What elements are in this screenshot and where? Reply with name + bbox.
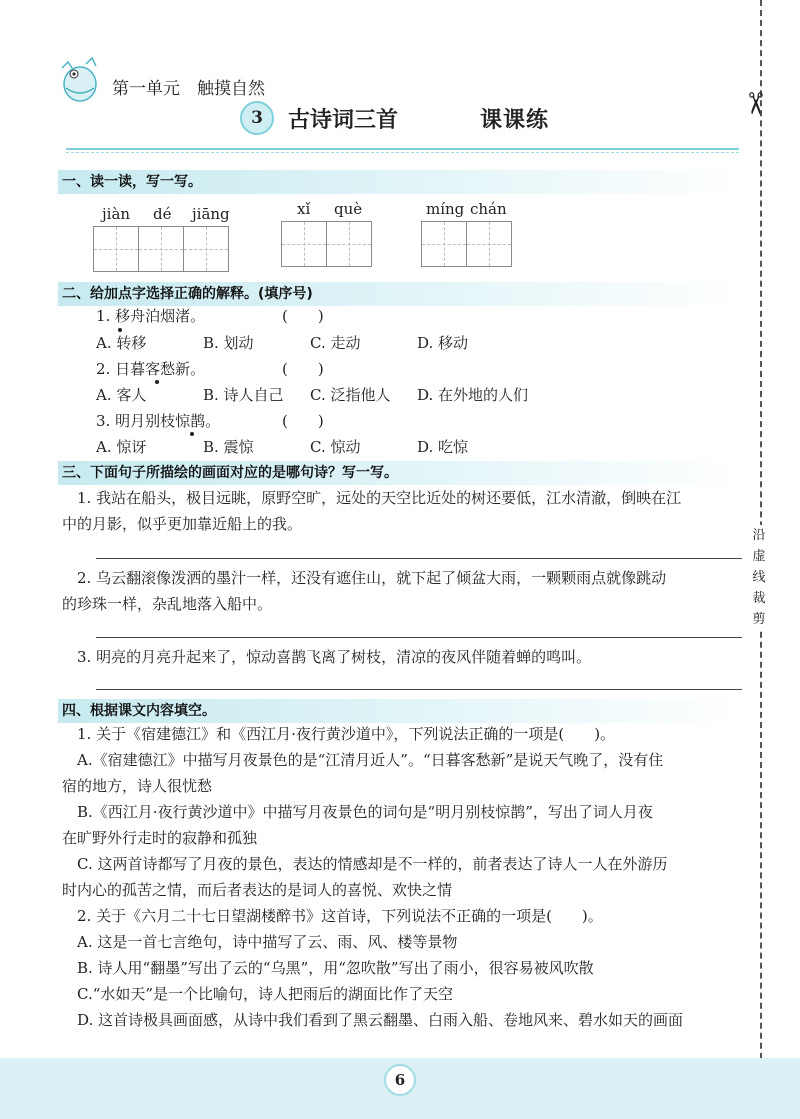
writing-grid[interactable] (281, 221, 371, 267)
unit-title: 第一单元 触摸自然 (112, 79, 265, 99)
writing-cell[interactable] (138, 226, 184, 272)
lesson-title: 古诗词三首 (288, 107, 399, 133)
option-line: C.“水如天”是一个比喻句，诗人把雨后的湖面比作了天空 (62, 985, 454, 1003)
option: D. 移动 (417, 334, 469, 352)
emphasis-dot (190, 432, 194, 436)
option-line: A. 这是一首七言绝句，诗中描写了云、雨、风、楼等景物 (62, 933, 458, 951)
option: C. 泛指他人 (310, 386, 391, 404)
passage-line: 3. 明亮的月亮升起来了，惊动喜鹊飞离了树枝，清凉的夜风伴随着蝉的鸣叫。 (62, 648, 592, 666)
option-line: 在旷野外行走时的寂静和孤独 (62, 829, 258, 847)
option: C. 走动 (310, 334, 361, 352)
section-title: 四、根据课文内容填空。 (62, 703, 216, 719)
pinyin: míng (426, 200, 465, 218)
option: B. 震惊 (203, 438, 254, 456)
lesson-number-badge: 3 (240, 101, 274, 135)
cut-label-char: 线 (752, 570, 766, 585)
scissors-icon: ✂ (737, 90, 773, 117)
option: C. 惊动 (310, 438, 361, 456)
exercise-kind: 课课练 (480, 107, 550, 133)
option-line: 时内心的孤苦之情，而后者表达的是词人的喜悦、欢快之情 (62, 881, 453, 899)
lizard-mascot-icon (56, 54, 104, 106)
question-text: 1. 移舟泊烟渚。 (96, 307, 206, 325)
option: A. 惊讶 (96, 438, 147, 456)
answer-blank[interactable]: ( ) (282, 412, 324, 430)
option-line: B. 诗人用“翻墨”写出了云的“乌黑”，用“忽吹散”写出了雨小，很容易被风吹散 (62, 959, 594, 977)
question-line: 2. 关于《六月二十七日望湖楼醉书》这首诗，下列说法不正确的一项是( )。 (62, 907, 603, 925)
writing-cell[interactable] (466, 221, 512, 267)
pinyin: dé (153, 205, 172, 223)
answer-line[interactable] (96, 637, 742, 638)
option: D. 吃惊 (417, 438, 469, 456)
passage-line: 2. 乌云翻滚像泼洒的墨汁一样，还没有遮住山，就下起了倾盆大雨，一颗颗雨点就像跳动 (62, 569, 667, 587)
cut-label-char: 裁 (752, 591, 766, 606)
passage-line: 1. 我站在船头，极目远眺，原野空旷，远处的天空比近处的树还要低，江水清澈，倒映在江 (62, 489, 682, 507)
header-divider-dashed (66, 152, 739, 153)
option: B. 划动 (203, 334, 254, 352)
option-line: C. 这两首诗都写了月夜的景色，表达的情感却是不一样的，前者表达了诗人一人在外游历 (62, 855, 668, 873)
option-line: A.《宿建德江》中描写月夜景色的是“江清月近人”。“日暮客愁新”是说天气晚了，没有住 (62, 751, 664, 769)
option: A. 客人 (96, 386, 147, 404)
page-number: 6 (384, 1064, 416, 1096)
option-line: D. 这首诗极具画面感，从诗中我们看到了黑云翻墨、白雨入船、卷地风来、碧水如天的画面 (62, 1011, 684, 1029)
section-title: 二、给加点字选择正确的解释。(填序号) (62, 286, 313, 302)
pinyin: xǐ (297, 200, 311, 218)
writing-cell[interactable] (281, 221, 327, 267)
passage-line: 中的月影，似乎更加靠近船上的我。 (62, 515, 303, 533)
option-line: 宿的地方，诗人很忧愁 (62, 777, 213, 795)
option: A. 转移 (96, 334, 147, 352)
writing-cell[interactable] (421, 221, 467, 267)
answer-blank[interactable]: ( ) (282, 360, 324, 378)
answer-blank[interactable]: ( ) (282, 307, 324, 325)
writing-cell[interactable] (326, 221, 372, 267)
question-line: 1. 关于《宿建德江》和《西江月·夜行黄沙道中》，下列说法正确的一项是( )。 (62, 725, 616, 743)
section-title: 一、读一读，写一写。 (62, 174, 202, 190)
emphasis-dot (118, 328, 122, 332)
writing-cell[interactable] (183, 226, 229, 272)
option: D. 在外地的人们 (417, 386, 529, 404)
pinyin: chán (470, 200, 507, 218)
cut-label-char: 剪 (752, 612, 766, 627)
option: B. 诗人自己 (203, 386, 284, 404)
answer-line[interactable] (96, 689, 742, 690)
writing-cell[interactable] (93, 226, 139, 272)
question-text: 2. 日暮客愁新。 (96, 360, 206, 378)
passage-line: 的珍珠一样，杂乱地落入船中。 (62, 595, 273, 613)
writing-grid[interactable] (93, 226, 228, 272)
answer-line[interactable] (96, 558, 742, 559)
option-line: B.《西江月·夜行黄沙道中》中描写月夜景色的词句是“明月别枝惊鹊”，写出了词人月夜 (62, 803, 653, 821)
question-text: 3. 明月别枝惊鹊。 (96, 412, 221, 430)
pinyin: jiāng (192, 205, 230, 223)
pinyin: què (334, 200, 363, 218)
writing-grid[interactable] (421, 221, 511, 267)
emphasis-dot (155, 380, 159, 384)
header-divider (66, 148, 739, 150)
cut-label-char: 虚 (752, 549, 766, 564)
cut-label (746, 525, 772, 630)
section-title: 三、下面句子所描绘的画面对应的是哪句诗？写一写。 (62, 465, 398, 481)
pinyin: jiàn (102, 205, 131, 223)
cut-label-char: 沿 (752, 528, 766, 543)
